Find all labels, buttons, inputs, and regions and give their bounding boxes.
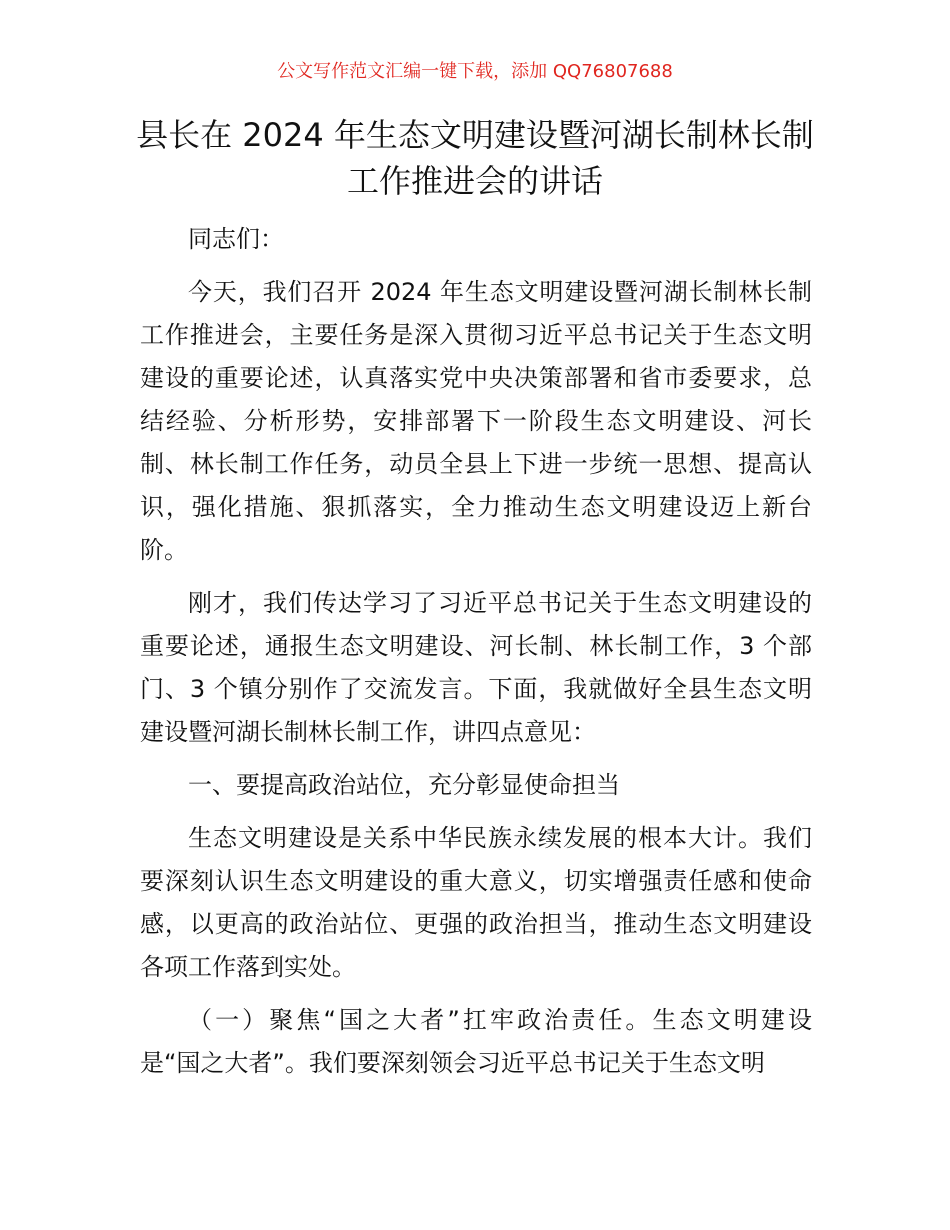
paragraph: [140, 817, 812, 989]
text-line: 是“国之大者”。我们要深刻领会习近平总书记关于生态文明: [140, 1049, 765, 1077]
text-line: 制、林长制工作任务，动员全县上下进一步统一思想、提高认: [140, 450, 812, 478]
text-line: 同志们：: [188, 225, 284, 253]
text-line: 重要论述，通报生态文明建设、河长制、林长制工作，3 个部: [140, 632, 812, 660]
text-line: 感，以更高的政治站位、更强的政治担当，推动生态文明建设: [140, 910, 812, 938]
text-line: 一、要提高政治站位，充分彰显使命担当: [188, 771, 620, 799]
text-line: （一）聚焦“国之大者”扛牢政治责任。生态文明建设: [188, 1006, 812, 1034]
title-line: 工作推进会的讲话: [346, 162, 603, 200]
text-line: 识，强化措施、狠抓落实，全力推动生态文明建设迈上新台: [140, 493, 812, 521]
text-line: 刚才，我们传达学习了习近平总书记关于生态文明建设的: [188, 589, 812, 617]
title-line: 县长在 2024 年生态文明建设暨河湖长制林长制: [136, 116, 814, 154]
document-title: [120, 112, 830, 204]
paragraph: [140, 271, 812, 572]
text-line: 要深刻认识生态文明建设的重大意义，切实增强责任感和使命: [140, 867, 812, 895]
salutation: [140, 218, 812, 261]
text-line: 建设的重要论述，认真落实党中央决策部署和省市委要求，总: [140, 364, 812, 392]
paragraph: [140, 999, 812, 1085]
text-line: 今天，我们召开 2024 年生态文明建设暨河湖长制林长制: [188, 278, 812, 306]
text-line: 各项工作落到实处。: [140, 953, 356, 981]
text-line: 阶。: [140, 536, 188, 564]
text-line: 结经验、分析形势，安排部署下一阶段生态文明建设、河长: [140, 407, 812, 435]
text-line: 建设暨河湖长制林长制工作，讲四点意见：: [140, 718, 596, 746]
download-banner: 公文写作范文汇编一键下载，添加 QQ76807688: [277, 61, 673, 82]
text-line: 门、3 个镇分别作了交流发言。下面，我就做好全县生态文明: [140, 675, 812, 703]
paragraph: [140, 582, 812, 754]
document-body: [140, 218, 812, 1095]
paragraph: [140, 764, 812, 807]
text-line: 生态文明建设是关系中华民族永续发展的根本大计。我们: [188, 824, 812, 852]
text-line: 工作推进会，主要任务是深入贯彻习近平总书记关于生态文明: [140, 321, 812, 349]
